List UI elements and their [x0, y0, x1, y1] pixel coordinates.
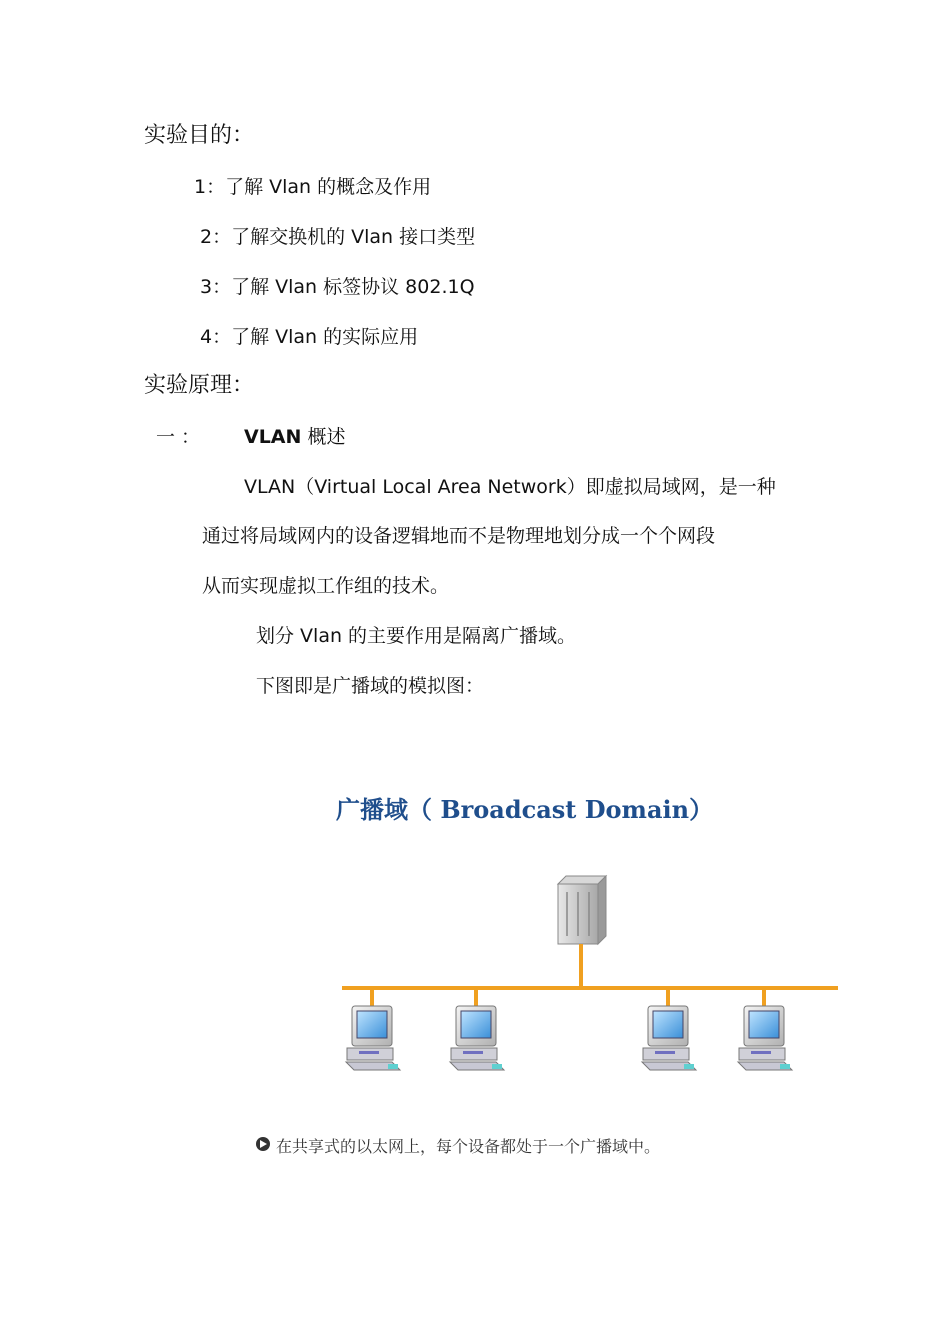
server-icon [558, 876, 606, 944]
objective-item-text: 了解交换机的 Vlan 接口类型 [231, 226, 476, 248]
objective-item-number: 4： [200, 326, 232, 348]
paragraph-line: 从而实现虚拟工作组的技术。 [202, 575, 450, 597]
objective-item-number: 3： [200, 276, 232, 298]
section-title-rest: 概述 [301, 426, 346, 448]
diagram-caption [256, 1134, 660, 1157]
diagram-caption-text: 在共享式的以太网上，每个设备都处于一个广播域中。 [276, 1137, 661, 1156]
objective-heading: 实验目的： [144, 123, 255, 148]
paragraph-line: VLAN（Virtual Local Area Network）即虚拟局域网，是一种 [244, 476, 776, 498]
computer-icon [450, 1006, 504, 1070]
computer-icon [642, 1006, 696, 1070]
paragraph: 下图即是广播域的模拟图： [256, 675, 485, 697]
paragraph: 划分 Vlan 的主要作用是隔离广播域。 [256, 625, 577, 647]
principle-heading: 实验原理： [144, 373, 255, 398]
diagram-title: 广播域（ Broadcast Domain） [336, 795, 714, 824]
computer-icon [346, 1006, 400, 1070]
objective-item-text: 了解 Vlan 标签协议 802.1Q [231, 276, 475, 298]
objective-item-text: 了解 Vlan 的实际应用 [231, 326, 419, 348]
objective-item-text: 了解 Vlan 的概念及作用 [225, 176, 432, 198]
ethernet-bus [342, 944, 838, 1006]
objective-item-number: 2： [200, 226, 232, 248]
objective-item-number: 1： [194, 176, 226, 198]
section-title-bold: VLAN [244, 426, 302, 448]
paragraph-line: 通过将局域网内的设备逻辑地而不是物理地划分成一个个网段 [202, 525, 716, 547]
computer-icon [738, 1006, 792, 1070]
section-number: 一 ： [156, 426, 201, 448]
